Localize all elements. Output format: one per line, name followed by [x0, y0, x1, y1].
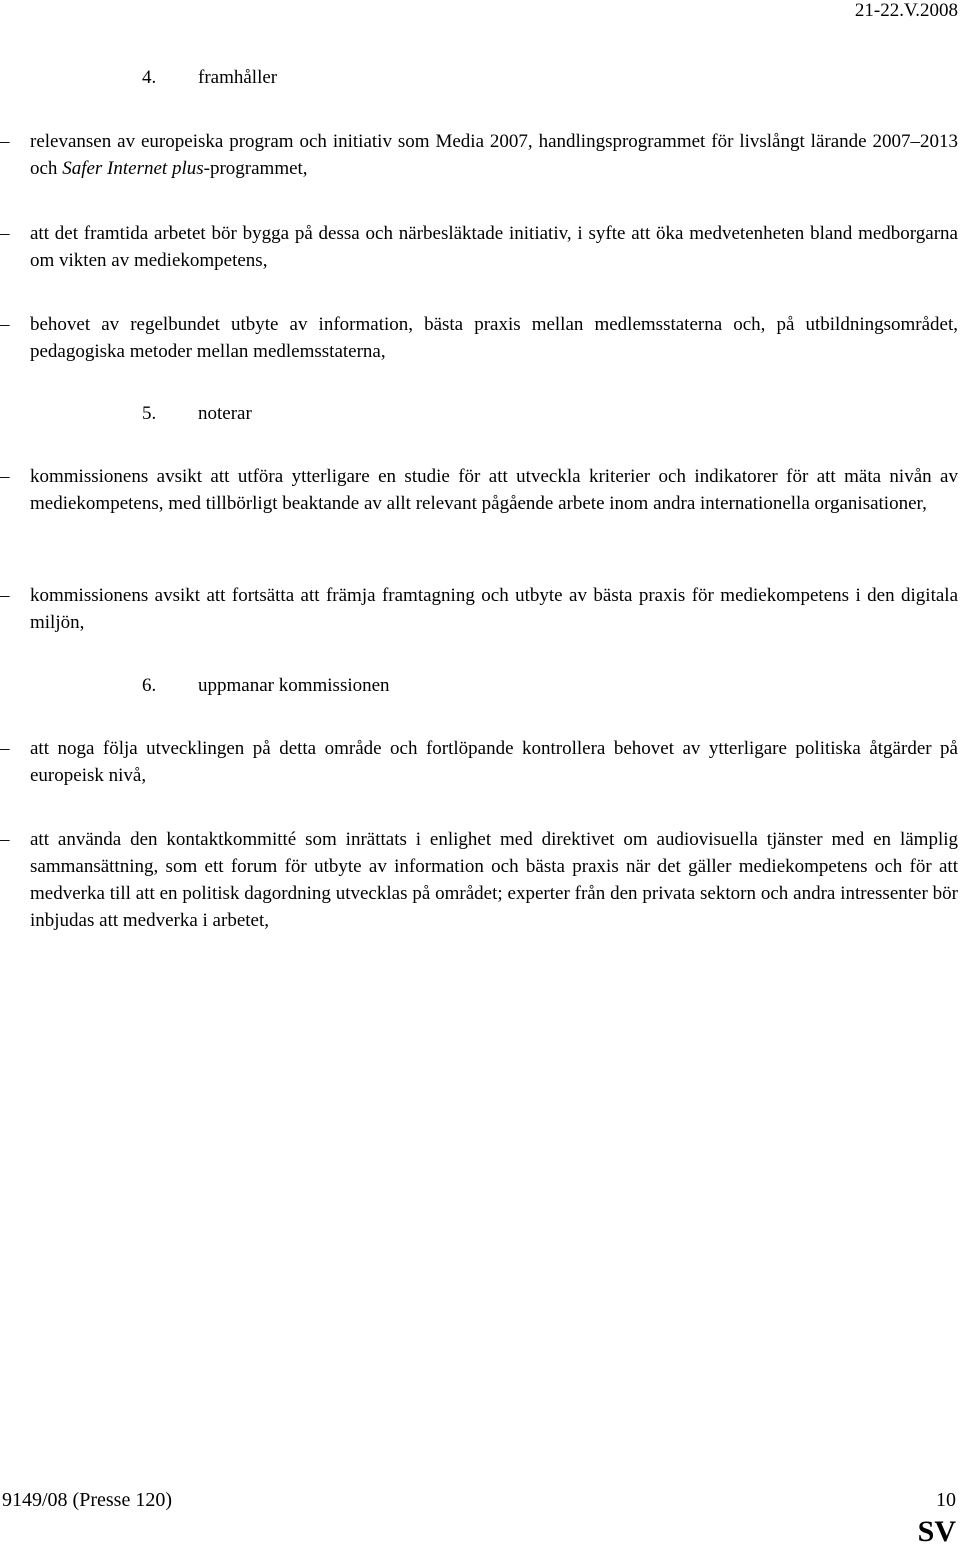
dash-bullet: –	[0, 829, 10, 850]
list-item	[0, 220, 958, 274]
page-number: 10	[936, 1489, 956, 1511]
dash-bullet: –	[0, 131, 10, 152]
page-header-date: 21-22.V.2008	[854, 0, 958, 21]
list-item-text: kommissionens avsikt att utföra ytterligare en studie för att utveckla kriterier och indikatorer för att mäta nivån av mediekompetens, med tillbörligt beaktande av allt relevant pågående arbete inom andra internationella organisationer,	[30, 466, 958, 514]
dash-bullet: –	[0, 466, 10, 487]
list-item-text	[30, 128, 958, 182]
text-run: relevansen av europeiska program och initiativ som Media 2007, handlingsprogrammet för livslångt lärande 2007–2013 och	[30, 131, 958, 179]
list-item-text: att noga följa utvecklingen på detta område och fortlöpande kontrollera behovet av ytterligare politiska åtgärder på europeisk nivå,	[30, 738, 958, 786]
list-item	[0, 463, 958, 517]
section-number: 5.	[142, 403, 157, 424]
section-5-heading	[142, 400, 252, 427]
section-heading-text: framhåller	[198, 67, 278, 88]
list-item-text: kommissionens avsikt att fortsätta att främja framtagning och utbyte av bästa praxis för mediekompetens i den digitala miljön,	[30, 585, 958, 633]
section-6-heading	[142, 672, 390, 699]
dash-bullet: –	[0, 738, 10, 759]
text-run: -programmet,	[203, 158, 308, 179]
list-item-text: att det framtida arbetet bör bygga på dessa och närbesläktade initiativ, i syfte att öka medvetenheten bland medborgarna om vikten av mediekompetens,	[30, 223, 958, 271]
list-item	[0, 128, 958, 182]
section-heading-text: uppmanar kommissionen	[198, 675, 390, 696]
language-code: SV	[917, 1515, 956, 1548]
list-item	[0, 582, 958, 636]
italic-program-name: Safer Internet plus	[62, 158, 204, 179]
dash-bullet: –	[0, 585, 10, 606]
section-4-heading	[142, 64, 277, 91]
dash-bullet: –	[0, 223, 10, 244]
section-number: 4.	[142, 67, 157, 88]
list-item-text: att använda den kontaktkommitté som inrättats i enlighet med direktivet om audiovisuella tjänster med en lämplig sammansättning, som ett forum för utbyte av information och bästa praxis när det gäller mediekompetens och för att medverka till att en politisk dagordning utvecklas på området; experter från den privata sektorn och andra intressenter bör inbjudas att medverka i arbetet,	[30, 829, 958, 931]
section-heading-text: noterar	[198, 403, 252, 424]
list-item	[0, 826, 958, 934]
list-item	[0, 735, 958, 789]
list-item	[0, 311, 958, 365]
list-item-text: behovet av regelbundet utbyte av information, bästa praxis mellan medlemsstaterna och, på utbildningsområdet, pedagogiska metoder mellan medlemsstaterna,	[30, 314, 958, 362]
document-reference: 9149/08 (Presse 120)	[2, 1489, 172, 1511]
section-number: 6.	[142, 675, 157, 696]
dash-bullet: –	[0, 314, 10, 335]
